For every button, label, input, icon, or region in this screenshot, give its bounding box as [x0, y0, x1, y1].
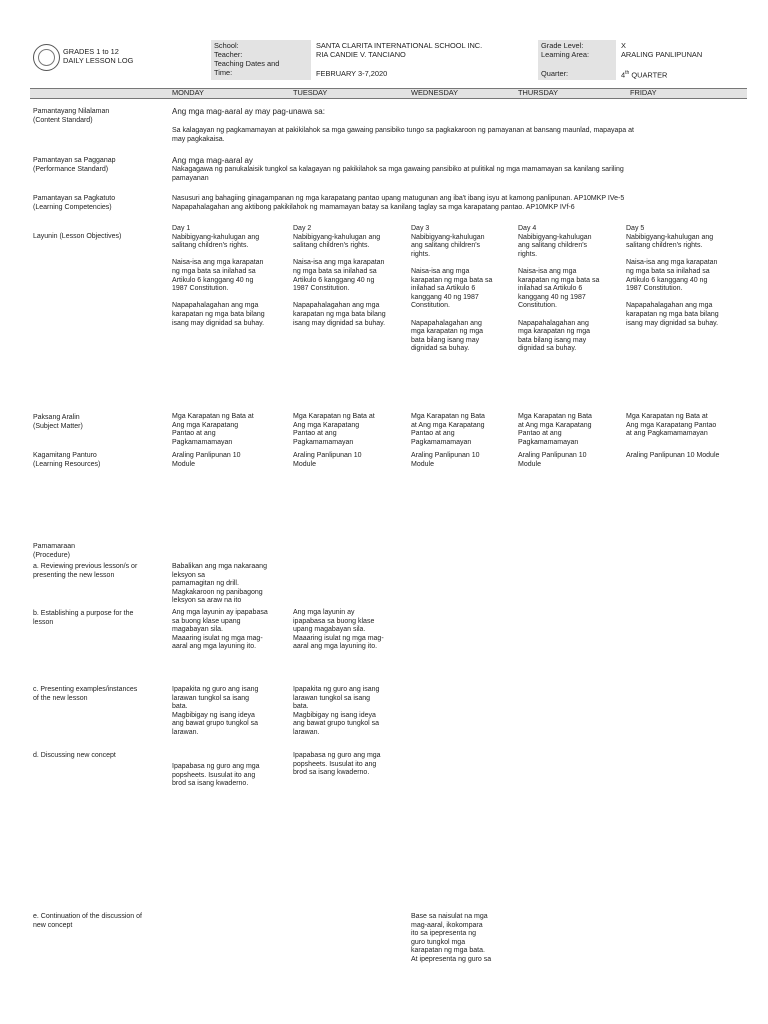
resources-monday: Araling Panlipunan 10 Module [172, 452, 241, 468]
grade-level-value: X [621, 41, 626, 50]
resources-friday: Araling Panlipunan 10 Module [626, 452, 720, 459]
objectives-monday: Day 1 Nabibigyang-kahulugan ang salitang children's rights. Naisa-isa ang mga karapatan ng mga bata sa inilahad sa Artikulo 6 kanggang 40 ng 1987 Constitution. Napapahalagahan ang mga karapatan ng mga bata bilang isang may dignidad sa buhay. [172, 225, 265, 327]
learning-area-value: ARALING PANLIPUNAN [621, 50, 703, 59]
quarter-number: 4 [621, 70, 626, 80]
procedure-a-label: a. Reviewing previous lesson/s or presenting the new lesson [33, 563, 138, 579]
objectives-label: Layunin (Lesson Objectives) [33, 233, 122, 240]
quarter-word: QUARTER [631, 70, 668, 80]
subject-wednesday: Mga Karapatan ng Bata at Ang mga Karapatang Pantao at ang Pagkamamamayan [411, 413, 485, 446]
subject-monday: Mga Karapatan ng Bata at Ang mga Karapatang Pantao at ang Pagkamamamayan [172, 413, 254, 446]
content-standard-text: Sa kalagayan ng pagkamamayan at pakikilahok sa mga gawaing pansibiko tungo sa pagkakaroon ng pamayanan at bansang maunlad, mapayapa at may pagkakaisa. [172, 127, 634, 143]
teacher-value: RIA CANDIE V. TANCIANO [316, 50, 406, 59]
performance-standard-text: Nakagagawa ng panukalaisik tungkol sa kalagayan ng pakikilahok sa mga gawaing pansibiko at pulitikal ng mga mamamayan sa kanilang sariling pamayanan [172, 166, 624, 182]
deped-seal-logo [33, 44, 60, 71]
subject-thursday: Mga Karapatan ng Bata at Ang mga Karapatang Pantao at ang Pagkamamamayan [518, 413, 592, 446]
procedure-b-monday: Ang mga layunin ay ipapabasa sa buong klase upang magabayan sila. Maaaring isulat ng mga mag- aaral ang mga layuning ito. [172, 609, 268, 651]
procedure-d-label: d. Discussing new concept [33, 752, 116, 759]
procedure-b-label: b. Establishing a purpose for the lesson [33, 610, 134, 626]
subject-matter-label: Paksang Aralin (Subject Matter) [33, 414, 83, 430]
performance-standard-label: Pamantayan sa Pagganap (Performance Standard) [33, 157, 116, 173]
procedure-a-monday: Babalikan ang mga nakaraang leksyon sa pamamagitan ng drill. Magkakaroon ng panibagong leksyon sa araw na ito [172, 563, 267, 605]
procedure-d-tuesday: Ipapabasa ng guro ang mga popsheets. Isusulat ito ang brod sa isang kwaderno. [293, 752, 381, 777]
school-label: School: [214, 41, 239, 50]
competencies-text: Nasusuri ang bahagiing ginagampanan ng mga karapatang pantao upang matugunan ang iba't ibang isyu at kamong panlipunan. AP10MKP IVe-5 Napapahalagahan ang aktibong pakikilahok ng mamamayan batay sa kanilang taglay sa mga karapatang pantao. AP10MKP IVf-6 [172, 195, 625, 211]
content-standard-intro: Ang mga mag-aaral ay may pag-unawa sa: [172, 107, 325, 116]
procedure-d-monday: Ipapabasa ng guro ang mga popsheets. Isusulat ito ang brod sa isang kwaderno. [172, 763, 260, 788]
competencies-label: Pamantayan sa Pagkatuto (Learning Competencies) [33, 195, 116, 211]
document-title: DAILY LESSON LOG [63, 56, 134, 65]
dates-value: FEBRUARY 3-7,2020 [316, 69, 388, 78]
day-wednesday: WEDNESDAY [411, 88, 459, 97]
procedure-b-tuesday: Ang mga layunin ay ipapabasa sa buong klase upang magabayan sila. Maaaring isulat ng mga mag- aaral ang mga layuning ito. [293, 609, 384, 651]
resources-label: Kagamitang Panturo (Learning Resources) [33, 452, 101, 468]
objectives-wednesday: Day 3 Nabibigyang-kahulugan ang salitang children's rights. Naisa-isa ang mga karapatan ng mga bata sa inilahad sa Artikulo 6 kanggang 40 ng 1987 Constitution. Napapahalagahan ang mga karapatan ng mga bata bilang isang may dignidad sa buhay. [411, 225, 493, 353]
procedure-c-label: c. Presenting examples/instances of the new lesson [33, 686, 138, 702]
procedure-label: Pamamaraan (Procedure) [33, 543, 76, 559]
resources-tuesday: Araling Panlipunan 10 Module [293, 452, 362, 468]
teacher-label: Teacher: [214, 50, 243, 59]
subject-tuesday: Mga Karapatan ng Bata at Ang mga Karapatang Pantao at ang Pagkamamamayan [293, 413, 375, 446]
procedure-e-label: e. Continuation of the discussion of new concept [33, 913, 142, 929]
procedure-e-wednesday: Base sa naisulat na mga mag-aaral, ikokompara ito sa ipepresenta ng guro tungkol mga karapatan ng mga bata. At ipepresenta ng guro sa [411, 913, 492, 963]
procedure-c-tuesday: Ipapakita ng guro ang isang larawan tungkol sa isang bata. Magbibigay ng isang ideya ang bawat grupo tungkol sa larawan. [293, 686, 380, 736]
performance-standard-intro: Ang mga mag-aaral ay [172, 156, 253, 165]
quarter-suffix: th [625, 70, 630, 76]
dates-label: Teaching Dates and Time: [214, 59, 280, 77]
quarter-label: Quarter: [541, 69, 569, 78]
day-friday: FRIDAY [630, 88, 657, 97]
objectives-thursday: Day 4 Nabibigyang-kahulugan ang salitang children's rights. Naisa-isa ang mga karapatan ng mga bata sa inilahad sa Artikulo 6 kanggang 40 ng 1987 Constitution. Napapahalagahan ang mga karapatan ng mga bata bilang isang may dignidad sa buhay. [518, 225, 600, 353]
day-thursday: THURSDAY [518, 88, 559, 97]
school-value: SANTA CLARITA INTERNATIONAL SCHOOL INC. [316, 41, 483, 50]
subject-friday: Mga Karapatan ng Bata at Ang mga Karapatang Pantao at ang Pagkamamamayan [626, 413, 717, 438]
day-tuesday: TUESDAY [293, 88, 328, 97]
objectives-tuesday: Day 2 Nabibigyang-kahulugan ang salitang children's rights. Naisa-isa ang mga karapatan ng mga bata sa inilahad sa Artikulo 6 kanggang 40 ng 1987 Constitution. Napapahalagahan ang mga karapatan ng mga bata bilang isang may dignidad sa buhay. [293, 225, 386, 327]
procedure-c-monday: Ipapakita ng guro ang isang larawan tungkol sa isang bata. Magbibigay ng isang ideya ang bawat grupo tungkol sa larawan. [172, 686, 259, 736]
learning-area-label: Learning Area: [541, 50, 590, 59]
quarter-value [621, 69, 667, 79]
resources-wednesday: Araling Panlipunan 10 Module [411, 452, 480, 468]
grade-level-label: Grade Level: [541, 41, 584, 50]
objectives-friday: Day 5 Nabibigyang-kahulugan ang salitang children's rights. Naisa-isa ang mga karapatan ng mga bata sa inilahad sa Artikulo 6 kanggang 40 ng 1987 Constitution. Napapahalagahan ang mga karapatan ng mga bata bilang isang may dignidad sa buhay. [626, 225, 719, 327]
content-standard-label: Pamantayang Nilalaman (Content Standard) [33, 108, 110, 124]
resources-thursday: Araling Panlipunan 10 Module [518, 452, 587, 468]
day-monday: MONDAY [172, 88, 204, 97]
grades-text: GRADES 1 to 12 [63, 47, 119, 56]
